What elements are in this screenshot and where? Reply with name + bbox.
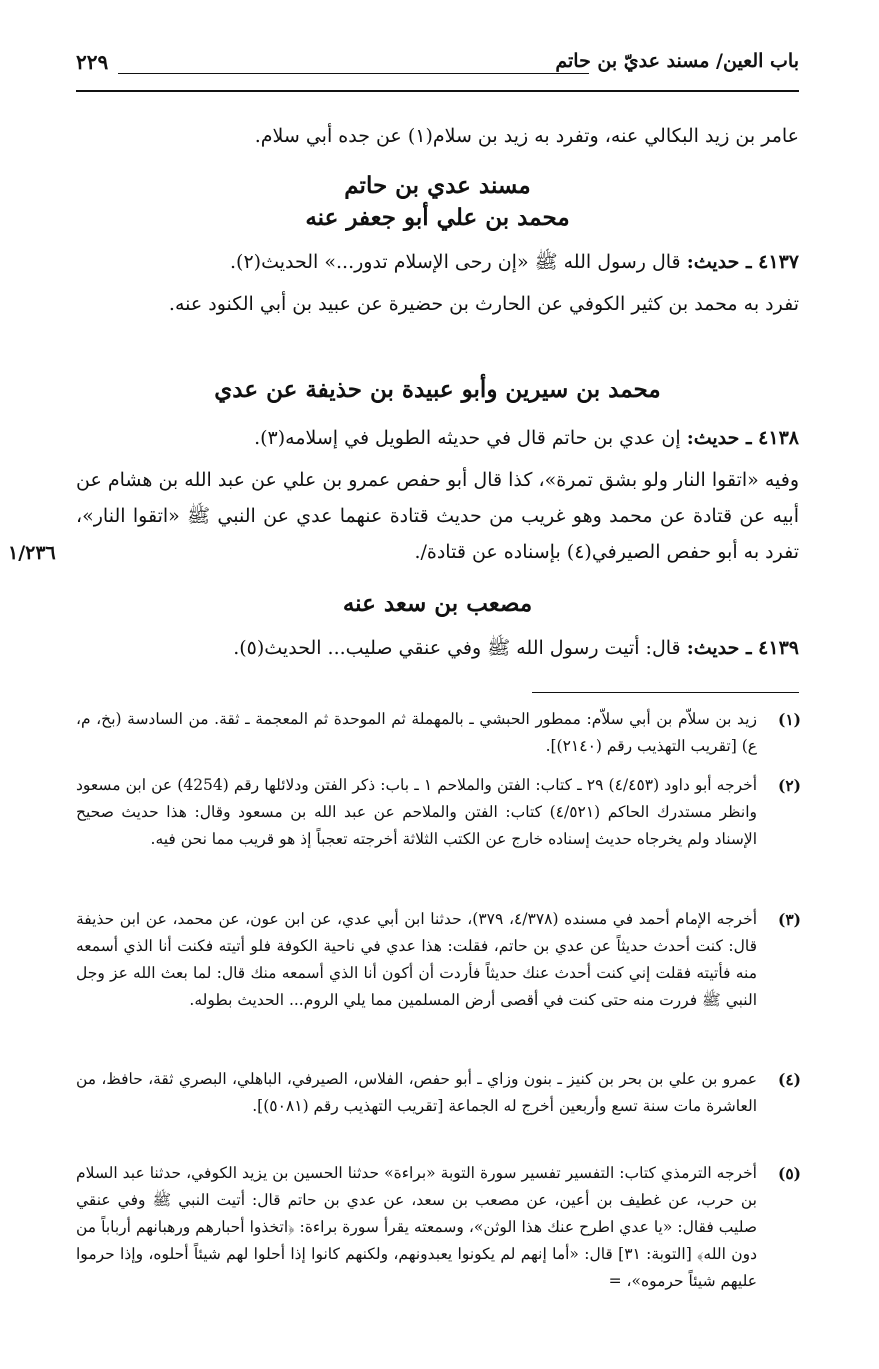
page-number: ٢٢٩ <box>76 50 109 74</box>
paragraph-4138: وفيه «اتقوا النار ولو بشق تمرة»، كذا قال أبو حفص عمرو بن علي عن عبد الله بن هشام عن أبيه عن قتادة عن محمد وهو غريب من حديث قتادة عنهما عدي عن النبي ﷺ «اتقوا النار»، تفرد به أبو حفص الصيرفي(٤) بإسناده عن قتادة/. <box>76 469 799 563</box>
hadith-4139 <box>76 630 799 666</box>
header-rule <box>76 90 799 92</box>
hadith-text: إن عدي بن حاتم قال في حديثه الطويل في إسلامه(٣). <box>254 427 681 449</box>
footnote-1 <box>76 706 799 760</box>
footnote-3 <box>76 906 799 1014</box>
footnote-5 <box>76 1160 799 1295</box>
hadith-text: قال: أتيت رسول الله ﷺ وفي عنقي صليب... الحديث(٥). <box>233 637 681 659</box>
margin-folio-note: ١/٢٣٦ <box>8 542 56 564</box>
hadith-number: ٤١٣٧ ـ حديث: <box>686 251 799 273</box>
intro-paragraph: عامر بن زيد البكالي عنه، وتفرد به زيد بن سلام(١) عن جده أبي سلام. <box>254 125 799 147</box>
footnote-separator <box>532 692 799 693</box>
footnote-number: (٢) <box>777 776 801 795</box>
footnote-2 <box>76 772 799 853</box>
hadith-text: قال رسول الله ﷺ «إن رحى الإسلام تدور...» الحديث(٢). <box>229 251 681 273</box>
footnote-number: (٣) <box>777 910 801 929</box>
footnote-text: أخرجه الترمذي كتاب: التفسير تفسير سورة التوبة «براءة» حدثنا الحسين بن يزيد الكوفي، حدثنا عبد السلام بن حرب، عن غطيف بن أعين، عن مصعب بن سعد، عن عدي بن حاتم قال: أتيت النبي ﷺ وفي عنقي صليب فقال: «يا عدي اطرح عنك هذا الوثن»، وسمعته يقرأ سورة براءة: ﴿اتخذوا أحبارهم ورهبانهم أرباباً من دون الله﴾ [التوبة: ٣١] قال: «أما إنهم لم يكونوا يعبدونهم، ولكنهم كانوا إذا أحلوا لهم شيئاً أحلوه، وإذا حرموا عليهم شيئاً حرموه»، = <box>76 1164 757 1290</box>
footnote-number: (٤) <box>777 1070 801 1089</box>
footnote-text: أخرجه الإمام أحمد في مسنده (٤/٣٧٨، ٣٧٩)، حدثنا ابن أبي عدي، عن ابن عون، عن محمد، عن ابن حذيفة قال: كنت أحدث حديثاً عن عدي بن حاتم، فقلت: هذا عدي في ناحية الكوفة فلو أتيته فكنت أنا الذي أسمعه منه فأتيته فقلت إني كنت أحدث عنك حديثاً فأردت أن أكون أنا الذي أسمعه منك قال: لما بعث الله عز وجل النبي ﷺ فررت منه حتى كنت في أقصى أرض المسلمين مما يلي الروم... الحديث بطوله. <box>76 910 757 1009</box>
footnote-text: عمرو بن علي بن بحر بن كنيز ـ بنون وزاي ـ أبو حفص، الفلاس، الصيرفي، الباهلي، البصري ثقة، حافظ، من العاشرة مات سنة تسع وأربعين أخرج له الجماعة [تقريب التهذيب رقم (٥٠٨١)]. <box>76 1070 757 1115</box>
running-header-title: باب العين/ مسند عديّ بن حاتم <box>555 50 799 72</box>
subsection-title-3: مصعب بن سعد عنه <box>342 590 533 617</box>
hadith-number: ٤١٣٩ ـ حديث: <box>686 637 799 659</box>
header-line <box>118 73 589 74</box>
section-title: مسند عدي بن حاتم <box>344 172 531 199</box>
paragraph-4137: تفرد به محمد بن كثير الكوفي عن الحارث بن حضيرة عن عبيد بن أبي الكنود عنه. <box>168 293 799 315</box>
footnote-number: (٥) <box>777 1164 801 1183</box>
subsection-title-1: محمد بن علي أبو جعفر عنه <box>305 204 570 231</box>
hadith-4137 <box>76 244 799 280</box>
footnote-text: زيد بن سلاّم بن أبي سلاّم: ممطور الحبشي ـ بالمهملة ثم الموحدة ثم المعجمة ـ ثقة. من السادسة (بخ، م، ع) [تقريب التهذيب رقم (٢١٤٠)]. <box>76 710 757 755</box>
footnote-text: أخرجه أبو داود (٤/٤٥٣) ٢٩ ـ كتاب: الفتن والملاحم ١ ـ باب: ذكر الفتن ودلائلها رقم (4254) عن ابن مسعود وانظر مستدرك الحاكم (٤/٥٢١) كتاب: الفتن والملاحم عن عبد الله بن مسعود وقال: هذا حديث صحيح الإسناد ولم يخرجاه حديث إسناده خارج عن الكتب الثلاثة أخرجته تعجباً إذ هو قريب مما نحن فيه. <box>76 776 758 848</box>
hadith-4138 <box>76 420 799 456</box>
footnote-number: (١) <box>777 710 801 729</box>
hadith-number: ٤١٣٨ ـ حديث: <box>686 427 799 449</box>
subsection-title-2: محمد بن سيرين وأبو عبيدة بن حذيفة عن عدي <box>214 376 661 403</box>
footnote-4 <box>76 1066 799 1120</box>
